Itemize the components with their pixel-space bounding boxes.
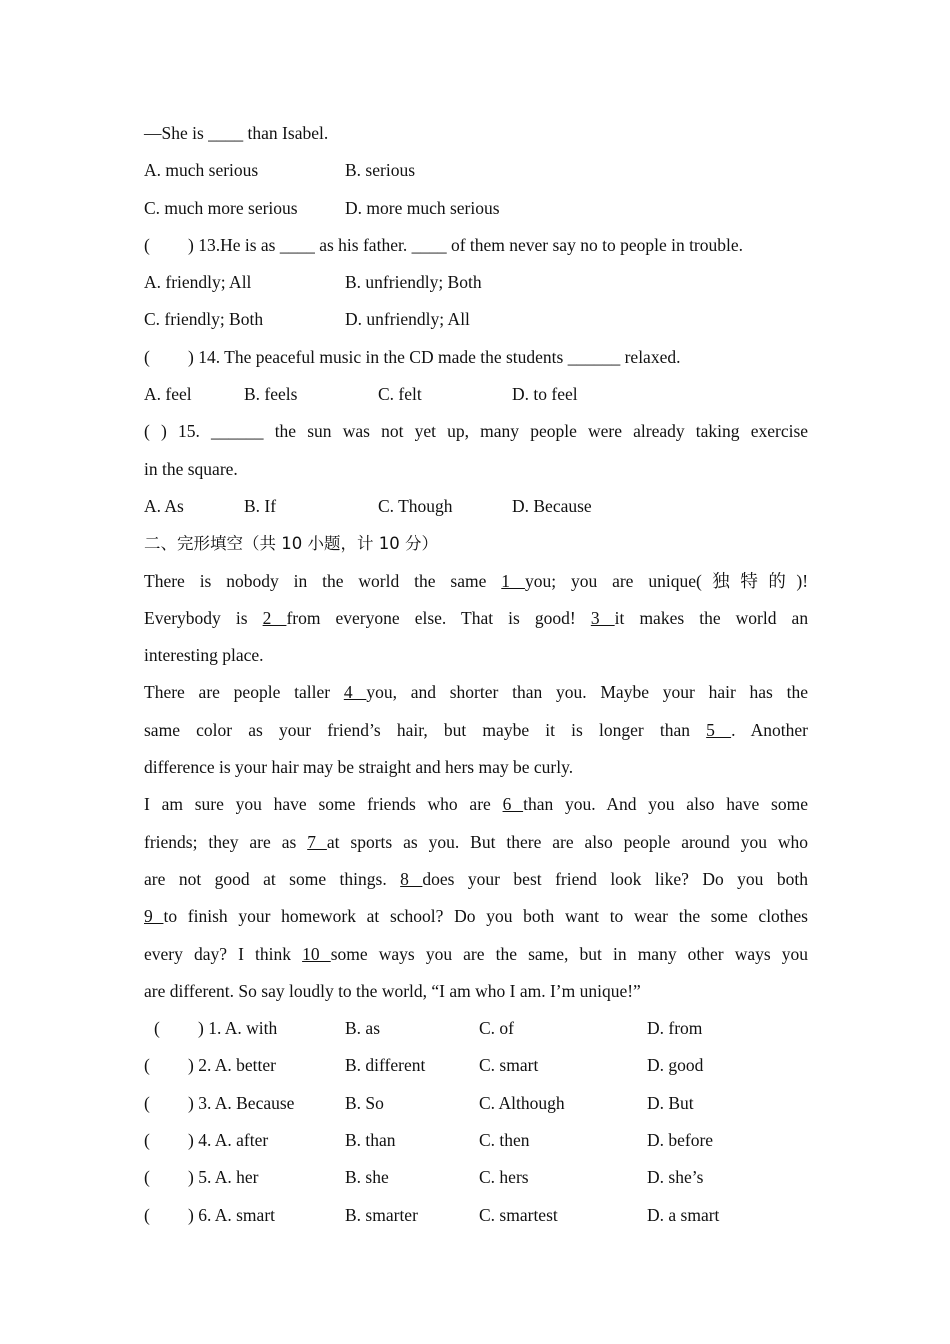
blank-4[interactable]: 4 — [343, 682, 367, 703]
cloze-option-c: C. smartest — [479, 1204, 558, 1225]
blank-7[interactable]: 7 — [307, 831, 327, 852]
cloze-option-d: D. a smart — [647, 1204, 720, 1225]
q12-option-b: B. serious — [345, 160, 415, 181]
cloze-option-d: D. she’s — [647, 1167, 704, 1188]
cloze-option-d: D. But — [647, 1092, 694, 1113]
blank-2[interactable]: 2 — [262, 607, 287, 628]
passage-line: are different. So say loudly to the world, “I am who I am. I’m unique!” — [144, 980, 641, 1001]
q12-option-d: D. more much serious — [345, 197, 500, 218]
cloze-option-d: D. before — [647, 1130, 714, 1151]
cloze-option-a: ) 4. A. after — [188, 1130, 269, 1151]
cloze-option-b: B. as — [345, 1018, 380, 1039]
q14-option-b: B. feels — [244, 384, 298, 405]
answer-paren[interactable]: ( — [144, 1204, 150, 1225]
answer-paren[interactable]: ( — [144, 1167, 150, 1188]
q13-option-b: B. unfriendly; Both — [345, 272, 482, 293]
blank-5[interactable]: 5 — [706, 719, 732, 740]
cloze-option-b: B. different — [345, 1055, 426, 1076]
answer-paren: ( — [144, 346, 150, 367]
passage-line: friends; they are as 7 at sports as you. But there are also people around you who — [144, 831, 809, 852]
q13-option-c: C. friendly; Both — [144, 309, 264, 330]
question-12-options-row2 — [144, 190, 808, 227]
cloze-option-c: C. of — [479, 1018, 514, 1039]
cloze-question-3 — [144, 1085, 808, 1122]
answer-paren[interactable]: ( — [144, 1130, 150, 1151]
cloze-option-a: ) 6. A. smart — [188, 1204, 276, 1225]
question-15-stem-line1 — [144, 413, 808, 450]
q15-option-c: C. Though — [378, 495, 453, 516]
q15-stem-text: 15. ______ the sun was not yet up, many people were already taking exercise — [178, 421, 809, 442]
answer-paren: ( — [144, 234, 150, 255]
question-13-options-row1 — [144, 264, 808, 301]
cloze-question-1 — [144, 1010, 808, 1047]
question-12-options-row1 — [144, 152, 808, 189]
document-page — [144, 115, 808, 1234]
cloze-option-a: ) 5. A. her — [188, 1167, 259, 1188]
cloze-question-6 — [144, 1197, 808, 1234]
passage-line: Everybody is 2 from everyone else. That is good! 3 it makes the world an — [144, 607, 809, 628]
passage-line: difference is your hair may be straight and hers may be curly. — [144, 757, 574, 778]
question-13-options-row2 — [144, 301, 808, 338]
q12-stem-text: —She is ____ than Isabel. — [144, 123, 329, 143]
q13-option-a: A. friendly; All — [144, 272, 252, 293]
cloze-option-a: ) 1. A. with — [198, 1018, 278, 1039]
passage-line: are not good at some things. 8 does your best friend look like? Do you both — [144, 868, 808, 889]
cloze-option-a: ) 3. A. Because — [188, 1092, 295, 1113]
q13-stem-text: 13.He is as ____ as his father. ____ of them never say no to people in trouble. — [198, 234, 744, 255]
cloze-option-c: C. smart — [479, 1055, 539, 1076]
q14-option-a: A. feel — [144, 384, 192, 405]
section-heading: 二、完形填空（共 10 小题，计 10 分） — [144, 534, 438, 554]
blank-6[interactable]: 6 — [502, 794, 524, 815]
q15-option-b: B. If — [244, 495, 277, 516]
blank-9[interactable]: 9 — [144, 906, 164, 927]
cloze-option-b: B. So — [345, 1092, 384, 1113]
cloze-option-c: C. then — [479, 1130, 530, 1151]
question-15-stem-line2 — [144, 451, 808, 488]
cloze-question-4 — [144, 1122, 808, 1159]
q15-stem-text-cont: in the square. — [144, 458, 238, 479]
q13-paren-close: ) — [188, 234, 194, 255]
answer-paren[interactable]: ( — [144, 1092, 150, 1113]
answer-paren[interactable]: ( — [154, 1018, 160, 1039]
cloze-option-b: B. than — [345, 1130, 396, 1151]
passage-line: I am sure you have some friends who are 6 than you. And you also have some — [144, 794, 809, 815]
cloze-option-d: D. from — [647, 1018, 703, 1039]
blank-10[interactable]: 10 — [302, 943, 331, 964]
cloze-option-c: C. hers — [479, 1167, 529, 1188]
q14-option-c: C. felt — [378, 384, 422, 405]
q15-option-d: D. Because — [512, 495, 592, 516]
blank-8[interactable]: 8 — [400, 868, 423, 889]
passage-line: same color as your friend’s hair, but maybe it is longer than 5 . Another — [144, 719, 808, 740]
q15-option-a: A. As — [144, 495, 184, 516]
q12-option-c: C. much more serious — [144, 197, 298, 218]
q14-paren-close: ) — [188, 346, 194, 367]
q15-paren-close: ) — [161, 421, 167, 442]
cloze-option-a: ) 2. A. better — [188, 1055, 276, 1076]
q15-paren-open: ( — [144, 421, 150, 442]
blank-1[interactable]: 1 — [501, 570, 525, 591]
question-14-stem — [144, 339, 808, 376]
q14-stem-text: 14. The peaceful music in the CD made the students ______ relaxed. — [198, 346, 681, 367]
cloze-option-b: B. she — [345, 1167, 389, 1188]
passage-line: interesting place. — [144, 645, 264, 666]
blank-3[interactable]: 3 — [590, 607, 615, 628]
q12-option-a: A. much serious — [144, 160, 259, 181]
q13-option-d: D. unfriendly; All — [345, 309, 470, 330]
passage-line: There are people taller 4 you, and shorter than you. Maybe your hair has the — [144, 682, 808, 703]
cloze-option-c: C. Although — [479, 1092, 565, 1113]
q14-option-d: D. to feel — [512, 384, 578, 405]
cloze-option-d: D. good — [647, 1055, 704, 1076]
question-15-options — [144, 488, 808, 525]
question-12-stem — [144, 115, 808, 152]
question-14-options — [144, 376, 808, 413]
passage-line: 9 to finish your homework at school? Do you both want to wear the some clothes — [144, 906, 808, 927]
cloze-option-b: B. smarter — [345, 1204, 418, 1225]
question-13-stem — [144, 227, 808, 264]
passage-line: There is nobody in the world the same 1 you; you are unique(独特的)! — [144, 570, 809, 591]
cloze-question-5 — [144, 1159, 808, 1196]
cloze-question-2 — [144, 1047, 808, 1084]
passage-line: every day? I think 10 some ways you are the same, but in many other ways you — [144, 943, 809, 964]
answer-paren[interactable]: ( — [144, 1055, 150, 1076]
